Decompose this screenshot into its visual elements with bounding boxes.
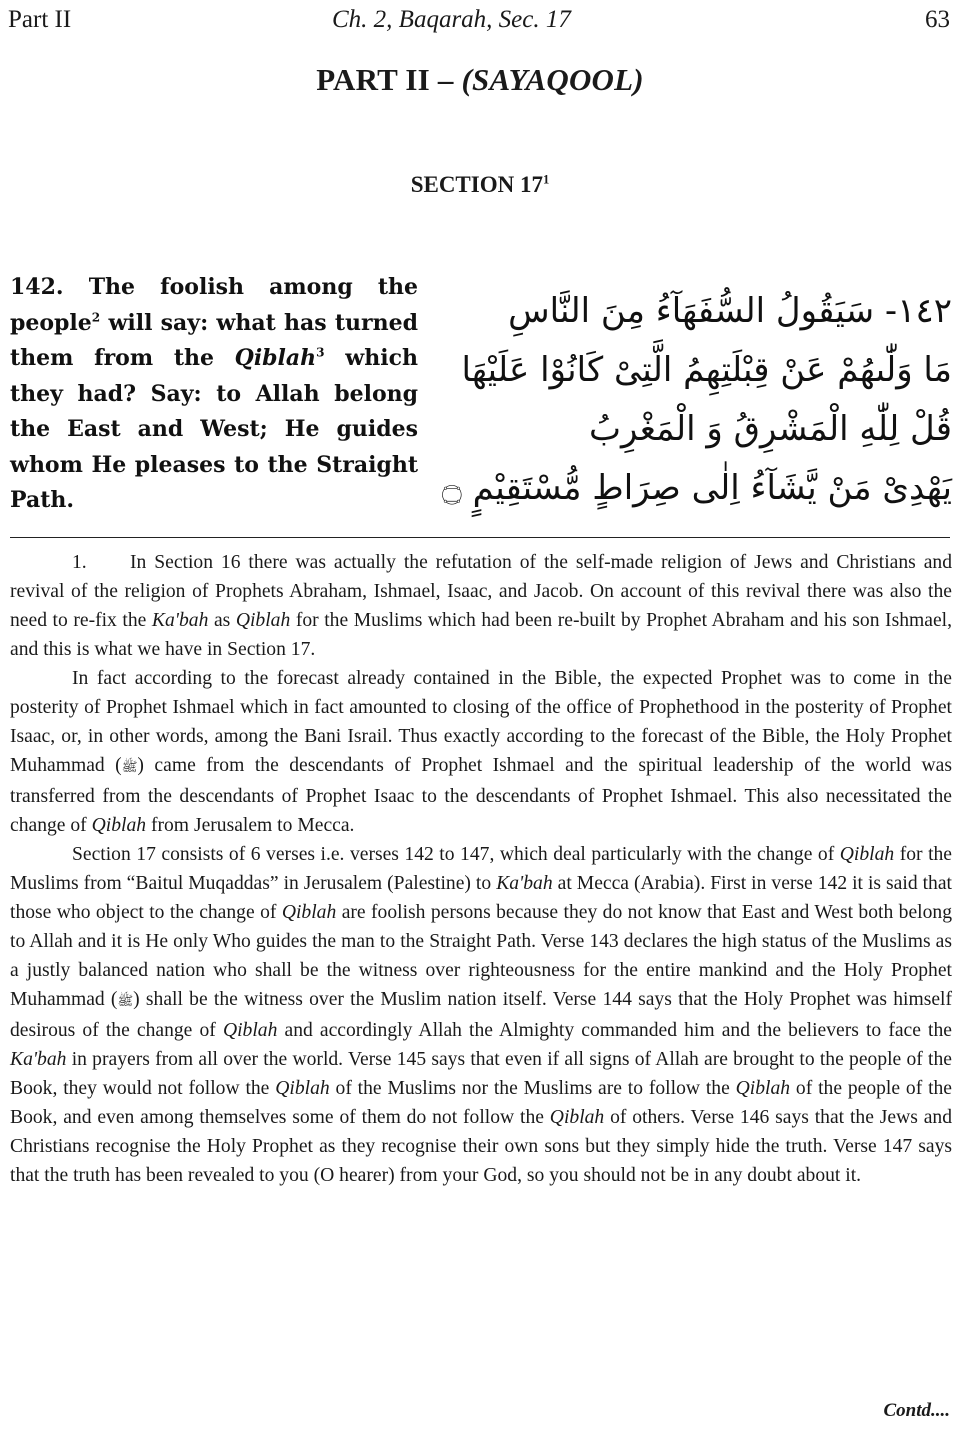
part-title-italic: (SAYAQOOL) — [461, 62, 644, 97]
kabah-term: Ka'bah — [496, 873, 553, 894]
salutation-glyph: ﷺ — [117, 994, 134, 1009]
note-text: of others. Verse 146 says that the Jews and Christians recognise the Holy Prophet as they recognise their own sons but they simply hide the truth. Verse 147 says that the truth has been revealed to you (O hearer) from your God, so you should not be in any doubt about it. — [10, 1107, 952, 1186]
verse-number: 142. — [10, 274, 64, 300]
note-text: for the Muslims from “Baitul Muqaddas” in Jerusalem (Palestine) to — [10, 844, 953, 894]
qiblah-term: Qiblah — [235, 610, 291, 631]
note-text: at Mecca (Arabia). First in verse 142 it is said that those who object to the change of — [10, 873, 952, 923]
part-title-main: PART II – — [316, 62, 462, 97]
note-text: Section 17 consists of 6 verses i.e. verses 142 to 147, which deal particularly with the change of — [72, 844, 835, 865]
note-paragraph — [10, 664, 952, 840]
divider-rule — [10, 537, 950, 538]
arabic-line: ١٤٢- سَيَقُولُ السُّفَهَآءُ مِنَ النَّاسِ — [508, 291, 952, 331]
arabic-line: قُلْ لِلّٰهِ الْمَشْرِقُ وَ الْمَغْرِبُ — [588, 409, 952, 449]
section-footnote-mark: 1 — [542, 172, 550, 187]
note-text: ) came from the descendants of Prophet Ishmael and the spiritual leadership of the world was transferred from the descendants of Prophet Isaac to the descendants of Prophet Ishmael. This also necessitated the change of — [10, 755, 952, 836]
verse-translation — [10, 270, 418, 519]
note-text: ) shall be the witness over the Muslim nation itself. Verse 144 says that the Holy Prophet was himself desirous of the change of — [10, 989, 952, 1041]
qiblah-term: Qiblah — [735, 1078, 791, 1099]
arabic-line: مَا وَلّٰىهُمْ عَنْ قِبْلَتِهِمُ الَّتِىْ كَانُوْا عَلَيْهَا — [461, 350, 952, 390]
footnote-mark: 3 — [316, 345, 325, 360]
page-number: 63 — [925, 6, 950, 33]
verse-text: which they had? Say: to Allah belong the East and West; He guides whom He pleases to the Straight Path. — [10, 345, 418, 513]
note-text: In fact according to the forecast already contained in the Bible, the expected Prophet was to come in the posterity of Prophet Ishmael which in fact amounted to closing of the office of Prophethood in the posterity of Prophet Isaac, or, in other words, among the Bani Israil. Thus exactly according to the forecast of the Bible, the Holy Prophet Muhammad ( — [10, 668, 952, 776]
qiblah-term: Qiblah — [234, 345, 317, 371]
verse-text: will say: what has turned them from the — [10, 309, 418, 371]
footnote-commentary — [10, 548, 952, 1190]
footnote-number: 1. — [72, 552, 87, 573]
note-text: of the people of the Book, and even among themselves some of them do not follow the — [10, 1078, 953, 1128]
kabah-term: Ka'bah — [151, 610, 209, 631]
note-text: and accordingly Allah the Almighty commanded him and the believers to face the — [284, 1020, 952, 1041]
note-text: In Section 16 there was actually the refutation of the self-made religion of Jews and Christians and revival of the religion of Prophets Abraham, Ishmael, Isaac, and Jacob. On account of this revival there was also the need to re-fix the — [10, 552, 952, 631]
continued-marker: Contd.... — [883, 1400, 950, 1421]
note-text: are foolish persons because they do not know that East and West both belong to Allah and it is He only Who guides the man to the Straight Path. Verse 143 declares the high status of the Muslims as a justly balanced nation who shall be the witness over righteousness for the entire mankind and the Holy Prophet Muhammad ( — [10, 902, 953, 1010]
note-text: of the Muslims nor the Muslims are to follow the — [335, 1078, 730, 1099]
section-title — [0, 172, 960, 198]
qiblah-term: Qiblah — [549, 1107, 605, 1128]
note-paragraph — [10, 840, 952, 1190]
header-part: Part II — [8, 6, 72, 33]
qiblah-term: Qiblah — [222, 1020, 278, 1041]
note-text: as — [213, 610, 231, 631]
qiblah-term: Qiblah — [275, 1078, 330, 1099]
qiblah-term: Qiblah — [91, 815, 147, 836]
note-text: for the Muslims which had been re-built by Prophet Abraham and his son Ishmael, and this is what we have in Section 17. — [10, 610, 952, 660]
header-chapter: Ch. 2, Baqarah, Sec. 17 — [332, 6, 571, 33]
note-text: in prayers from all over the world. Verse 145 says that even if all signs of Allah are brought to the people of the Book, they would not follow the — [10, 1049, 952, 1099]
note-text: from Jerusalem to Mecca. — [150, 815, 355, 836]
verse-arabic — [441, 282, 952, 518]
footnote-mark: 2 — [91, 310, 101, 325]
qiblah-term: Qiblah — [281, 902, 337, 923]
qiblah-term: Qiblah — [839, 844, 895, 865]
note-paragraph — [10, 548, 952, 664]
section-title-text: SECTION 17 — [410, 172, 543, 197]
kabah-term: Ka'bah — [10, 1049, 67, 1070]
running-header — [8, 6, 952, 36]
salutation-glyph: ﷺ — [121, 760, 138, 775]
arabic-line: يَهْدِىْ مَنْ يَّشَآءُ اِلٰى صِرَاطٍ مُّسْتَقِيْمٍ ۝ — [441, 468, 952, 508]
verse-text: The foolish among the people — [10, 274, 418, 336]
part-title — [0, 62, 960, 98]
